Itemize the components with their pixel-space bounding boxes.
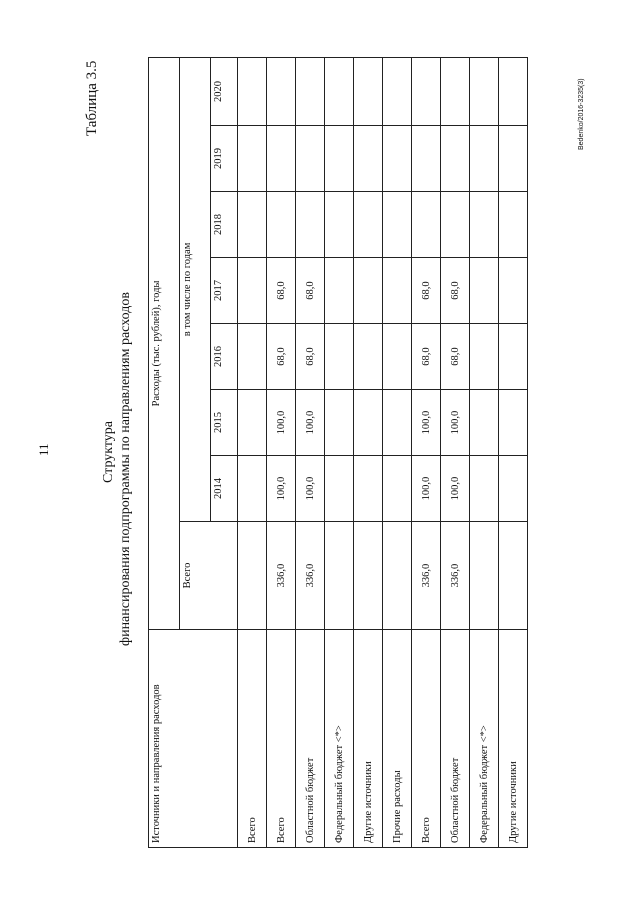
cell-2014: 100,0	[441, 456, 470, 522]
row-label: Другие источники	[499, 630, 528, 848]
cell-2018	[383, 192, 412, 258]
row-total	[499, 522, 528, 630]
row-label: Федеральный бюджет <*>	[470, 630, 499, 848]
row-total: 336,0	[267, 522, 296, 630]
cell-2016: 68,0	[296, 324, 325, 390]
cell-2015: 100,0	[441, 390, 470, 456]
cell-2017: 68,0	[441, 258, 470, 324]
cell-2018	[499, 192, 528, 258]
cell-2018	[238, 192, 267, 258]
row-label: Областной бюджет	[296, 630, 325, 848]
cell-2016	[383, 324, 412, 390]
header-expenses: Расходы (тыс. рублей), годы	[149, 57, 180, 629]
table-row	[354, 57, 383, 847]
cell-2014: 100,0	[412, 456, 441, 522]
row-total	[325, 522, 354, 630]
table-body	[238, 57, 528, 847]
table-row	[267, 57, 296, 847]
cell-2020	[354, 57, 383, 125]
cell-2017: 68,0	[267, 258, 296, 324]
header-sources: Источники и направления расходов	[149, 630, 238, 848]
cell-2014	[383, 456, 412, 522]
cell-2015	[238, 390, 267, 456]
cell-2014	[499, 456, 528, 522]
cell-2014	[470, 456, 499, 522]
row-total	[354, 522, 383, 630]
cell-2017	[354, 258, 383, 324]
cell-2015	[499, 390, 528, 456]
cell-2014: 100,0	[296, 456, 325, 522]
table-row	[325, 57, 354, 847]
cell-2019	[238, 126, 267, 192]
cell-2019	[499, 126, 528, 192]
table-row	[441, 57, 470, 847]
cell-2018	[267, 192, 296, 258]
cell-2020	[238, 57, 267, 125]
cell-2017	[499, 258, 528, 324]
cell-2019	[470, 126, 499, 192]
cell-2016	[238, 324, 267, 390]
cell-2019	[412, 126, 441, 192]
footer-code: Bedenko/2016-3235(3)	[578, 78, 585, 150]
table-row	[238, 57, 267, 847]
cell-2017	[325, 258, 354, 324]
cell-2017	[238, 258, 267, 324]
cell-2016: 68,0	[412, 324, 441, 390]
row-total: 336,0	[296, 522, 325, 630]
cell-2020	[412, 57, 441, 125]
cell-2016	[354, 324, 383, 390]
cell-2016	[499, 324, 528, 390]
cell-2020	[441, 57, 470, 125]
header-year-2018: 2018	[211, 192, 238, 258]
cell-2017: 68,0	[412, 258, 441, 324]
cell-2015	[354, 390, 383, 456]
cell-2019	[267, 126, 296, 192]
cell-2015	[383, 390, 412, 456]
financing-table-container	[148, 57, 528, 848]
cell-2019	[354, 126, 383, 192]
header-year-2014: 2014	[211, 456, 238, 522]
cell-2014	[354, 456, 383, 522]
table-row	[296, 57, 325, 847]
cell-2016: 68,0	[267, 324, 296, 390]
cell-2018	[441, 192, 470, 258]
row-label: Всего	[238, 630, 267, 848]
cell-2015	[325, 390, 354, 456]
cell-2018	[470, 192, 499, 258]
cell-2017	[383, 258, 412, 324]
cell-2019	[325, 126, 354, 192]
row-total	[238, 522, 267, 630]
row-total	[383, 522, 412, 630]
cell-2020	[499, 57, 528, 125]
cell-2020	[325, 57, 354, 125]
row-total: 336,0	[441, 522, 470, 630]
cell-2015	[470, 390, 499, 456]
cell-2017: 68,0	[296, 258, 325, 324]
row-label: Прочие расходы	[383, 630, 412, 848]
row-label: Другие источники	[354, 630, 383, 848]
row-label: Всего	[412, 630, 441, 848]
cell-2020	[296, 57, 325, 125]
header-year-2015: 2015	[211, 390, 238, 456]
cell-2019	[296, 126, 325, 192]
cell-2020	[267, 57, 296, 125]
cell-2018	[296, 192, 325, 258]
cell-2018	[412, 192, 441, 258]
cell-2015: 100,0	[412, 390, 441, 456]
cell-2014	[238, 456, 267, 522]
table-row	[499, 57, 528, 847]
row-total: 336,0	[412, 522, 441, 630]
page-number: 11	[36, 443, 51, 456]
table-row	[383, 57, 412, 847]
row-total	[470, 522, 499, 630]
cell-2015: 100,0	[296, 390, 325, 456]
cell-2016	[470, 324, 499, 390]
row-label: Федеральный бюджет <*>	[325, 630, 354, 848]
table-row	[470, 57, 499, 847]
header-year-2017: 2017	[211, 258, 238, 324]
title-line-1: Структура	[101, 420, 116, 483]
cell-2020	[470, 57, 499, 125]
cell-2018	[325, 192, 354, 258]
row-label: Областной бюджет	[441, 630, 470, 848]
table-row	[412, 57, 441, 847]
cell-2016	[325, 324, 354, 390]
title-line-2: финансирования подпрограммы по направлениям расходов	[118, 292, 133, 646]
row-label: Всего	[267, 630, 296, 848]
table-label: Таблица 3.5	[84, 60, 100, 136]
header-total: Всего	[180, 522, 238, 630]
header-year-2016: 2016	[211, 324, 238, 390]
cell-2020	[383, 57, 412, 125]
cell-2018	[354, 192, 383, 258]
cell-2014	[325, 456, 354, 522]
header-year-2019: 2019	[211, 126, 238, 192]
cell-2014: 100,0	[267, 456, 296, 522]
header-year-2020: 2020	[211, 57, 238, 125]
cell-2019	[441, 126, 470, 192]
cell-2015: 100,0	[267, 390, 296, 456]
cell-2019	[383, 126, 412, 192]
header-by-years: в том числе по годам	[180, 57, 211, 521]
cell-2016: 68,0	[441, 324, 470, 390]
cell-2017	[470, 258, 499, 324]
financing-table	[148, 57, 528, 848]
